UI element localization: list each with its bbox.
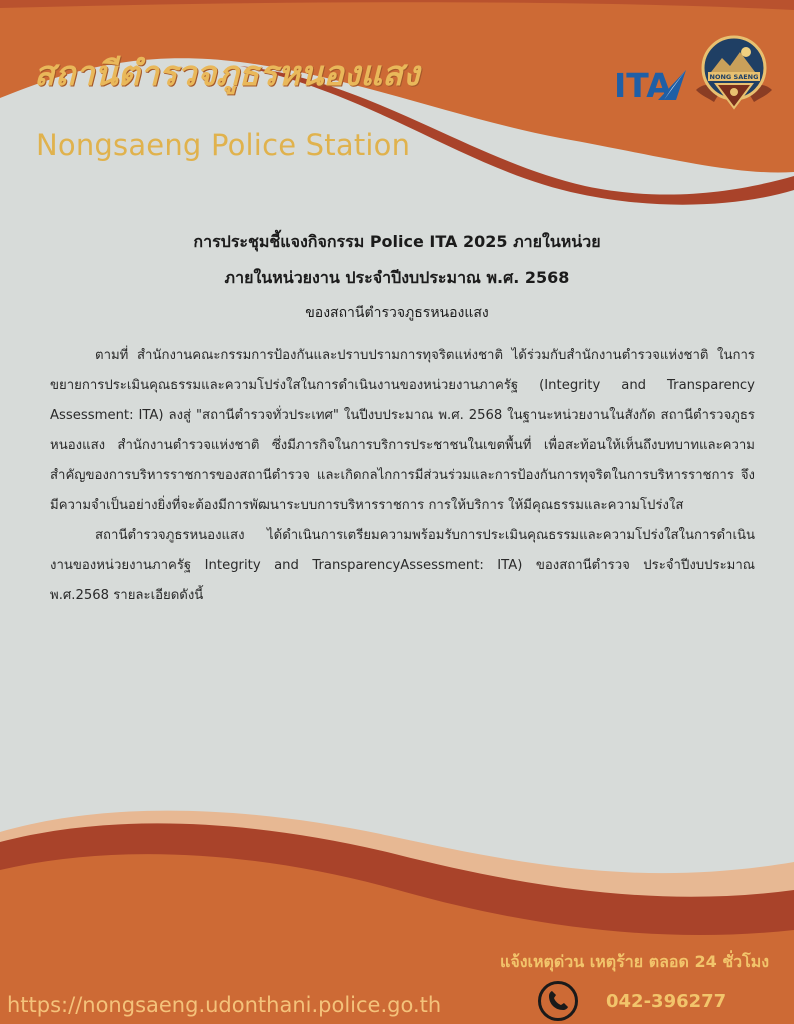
document-title-line-2: ภายในหน่วยงาน ประจำปีงบประมาณ พ.ศ. 2568 — [224, 268, 570, 287]
body-paragraph-1: ตามที่ สำนักงานคณะกรรมการป้องกันและปราบปรามการทุจริตแห่งชาติ ได้ร่วมกับสำนักงานตำรวจแห่งชาติ ในการขยายการประเมินคุณธรรมและความโปร่งใสในการดำเนินงานของหน่วยงานภาครัฐ (Integrity and Transparency Assessment: ITA) ลงสู่ "สถานีตำรวจทั่วประเทศ" ในปีงบประมาณ พ.ศ. 2568 ในฐานะหน่วยงานในสังกัด สถานีตำรวจภูธรหนองแสง สำนักงานตำรวจแห่งชาติ ซึ่งมีภารกิจในการบริการประชาชนในเขตพื้นที่ เพื่อสะท้อนให้เห็นถึงบทบาทและความสำคัญของการบริหารราชการของสถานีตำรวจ และเกิดกลไกการมีส่วนร่วมและการป้องกันการทุจริตในการบริหารราชการ จึงมีความจำเป็นอย่างยิ่งที่จะต้องมีการพัฒนาระบบการบริหารราชการ การให้บริการ ให้มีคุณธรรมและความโปร่งใส — [50, 348, 755, 513]
document-body — [50, 341, 755, 611]
document-title-line-1: การประชุมชี้แจงกิจกรรม Police ITA 2025 ภายในหน่วย — [193, 232, 601, 251]
police-station-badge — [694, 32, 774, 112]
body-paragraph-2: สถานีตำรวจภูธรหนองแสง ได้ดำเนินการเตรียมความพร้อมรับการประเมินคุณธรรมและความโปร่งใสในการดำเนินงานของหน่วยงานภาครัฐ Integrity and TransparencyAssessment: ITA) ของสถานีตำรวจ ประจำปีงบประมาณ พ.ศ.2568 รายละเอียดดังนี้ — [50, 528, 755, 603]
document-subtitle: ของสถานีตำรวจภูธรหนองแสง — [305, 305, 489, 321]
station-name-thai: สถานีตำรวจภูธรหนองแสง — [34, 54, 420, 94]
ita-logo — [614, 66, 688, 102]
emergency-hotline-text: แจ้งเหตุด่วน เหตุร้าย ตลอด 24 ชั่วโมง — [500, 952, 770, 971]
badge-text: NONG SAENG — [709, 73, 759, 81]
website-link[interactable]: https://nongsaeng.udonthani.police.go.th — [7, 993, 442, 1017]
phone-icon — [537, 980, 579, 1022]
phone-number[interactable]: 042-396277 — [606, 991, 727, 1012]
station-name-english: Nongsaeng Police Station — [36, 128, 411, 162]
ita-logo-text: ITA — [614, 66, 672, 102]
